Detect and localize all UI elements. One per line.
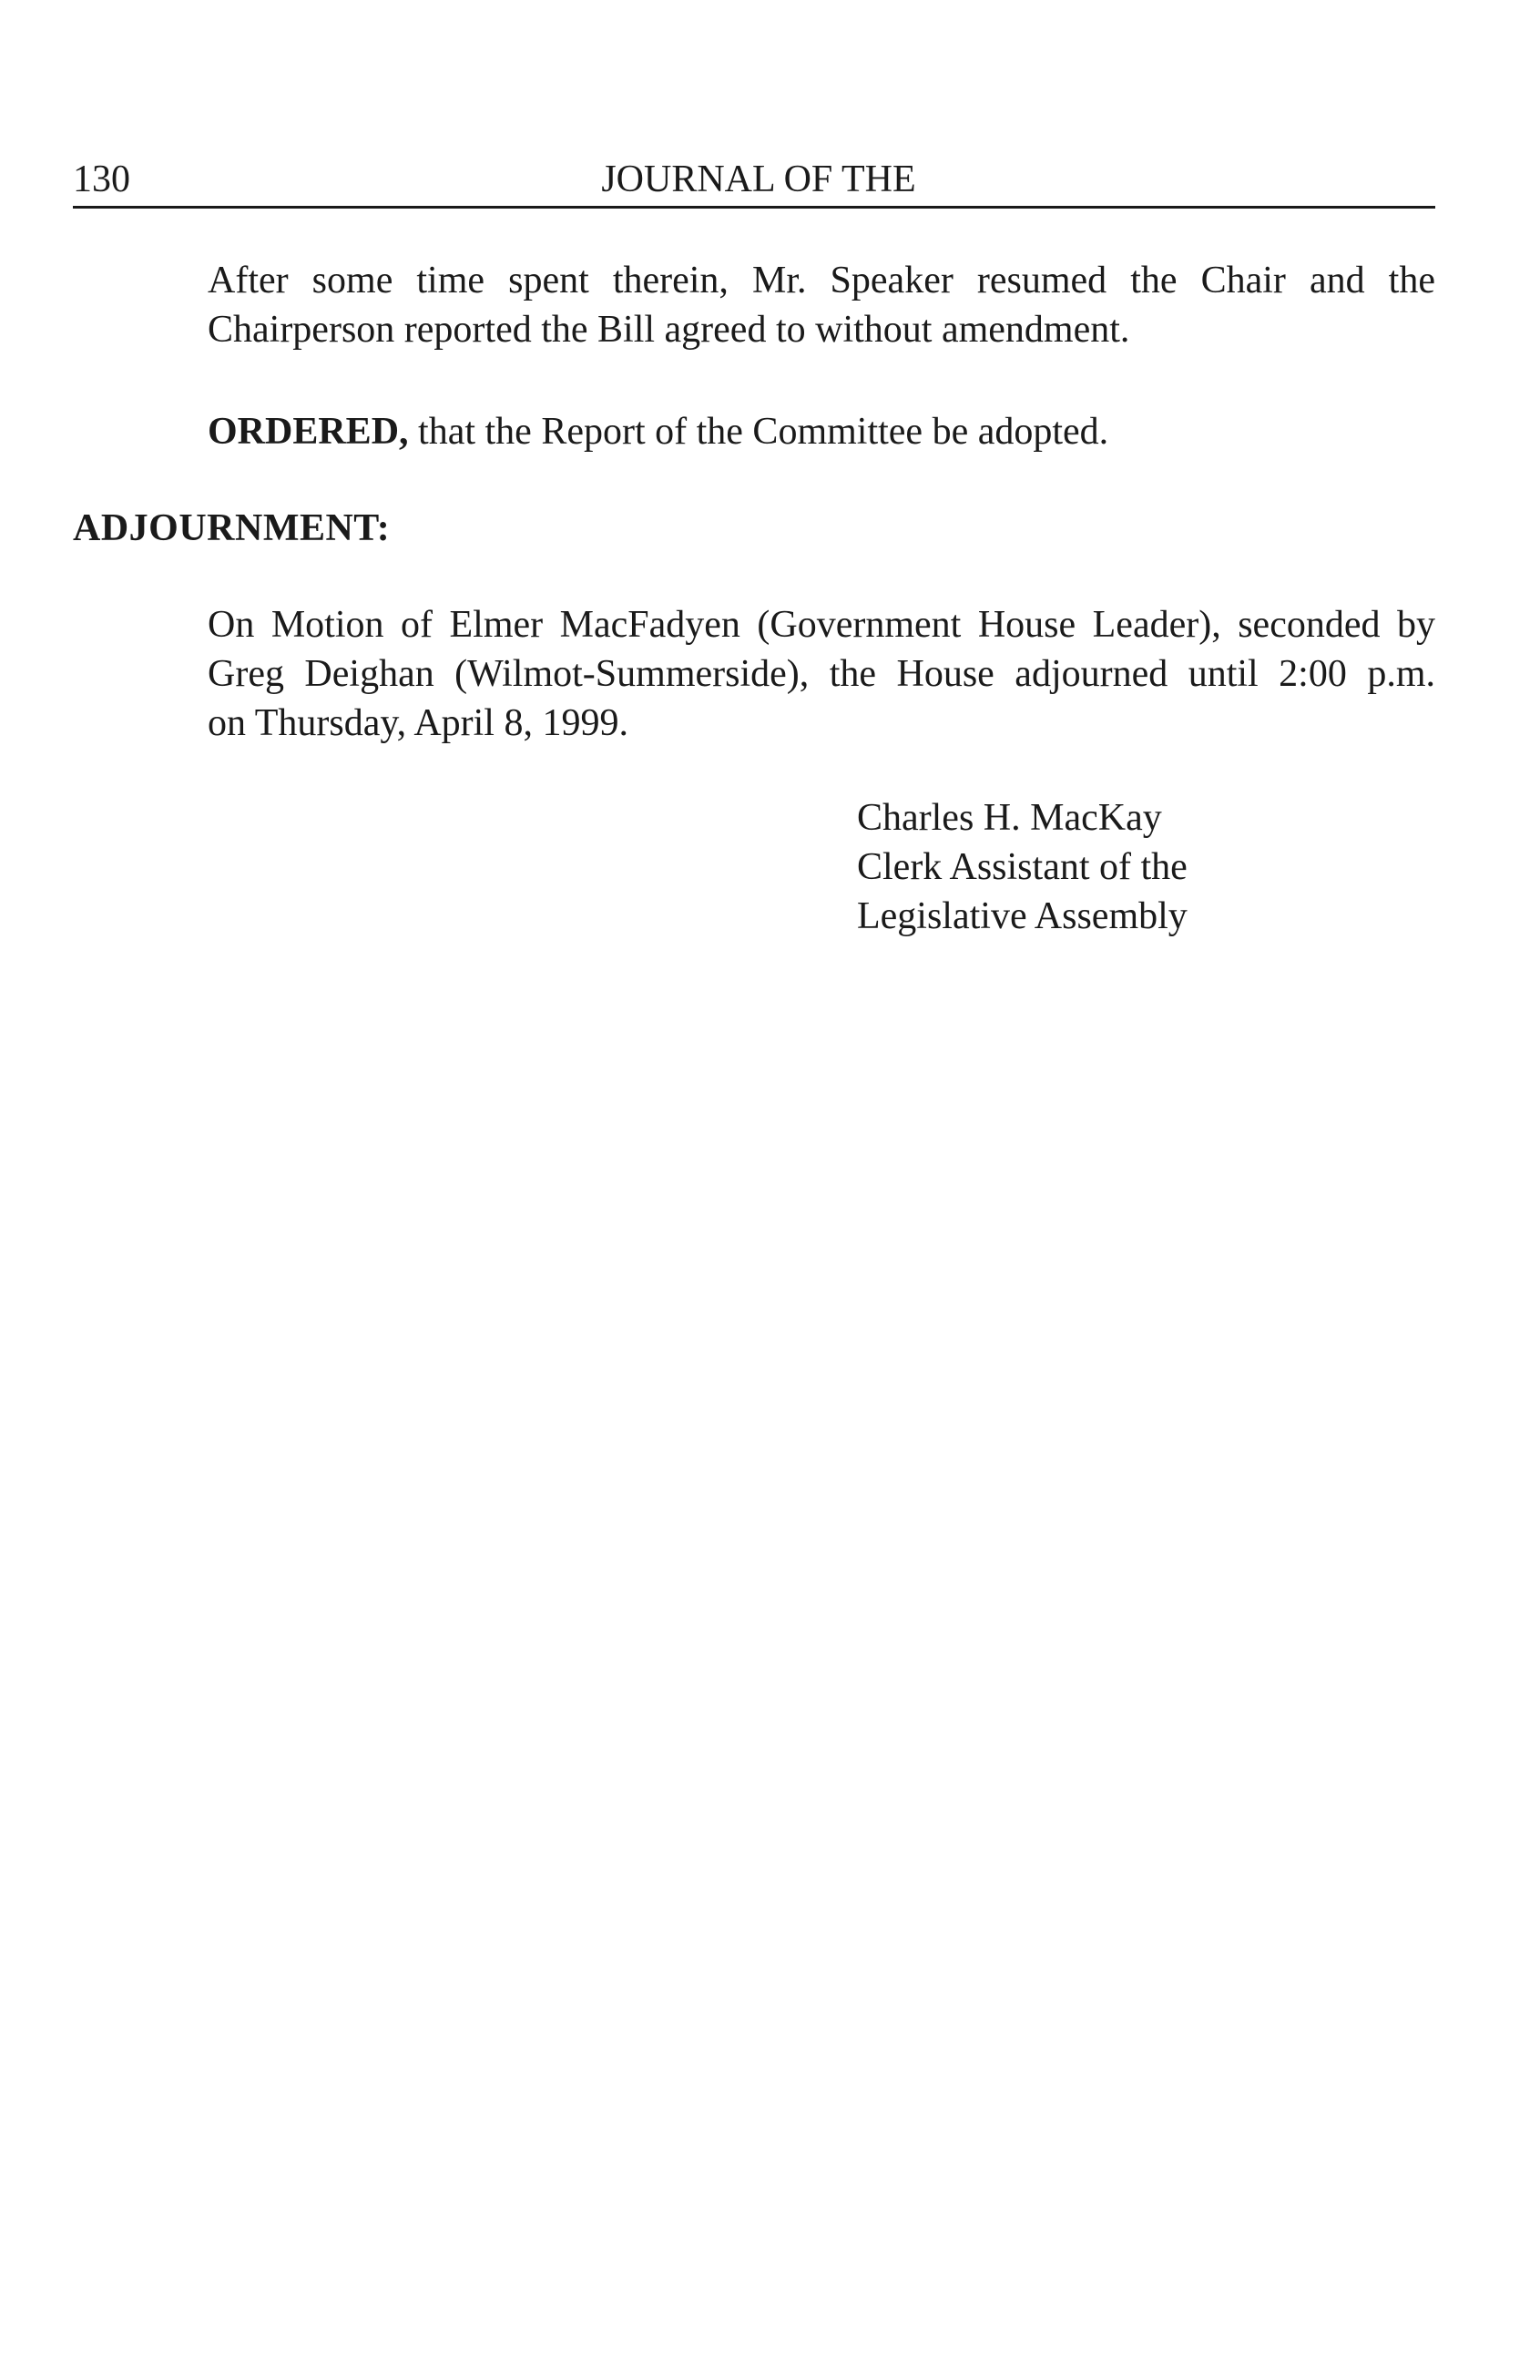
adjournment-heading: ADJOURNMENT: bbox=[73, 507, 391, 549]
adjournment-line: on Thursday, April 8, 1999. bbox=[208, 702, 628, 744]
order-text: that the Report of the Committee be adopted. bbox=[408, 411, 1109, 453]
signature-block bbox=[857, 793, 1188, 941]
adjournment-line: On Motion of Elmer MacFadyen (Government House Leader), seconded by bbox=[208, 604, 1435, 646]
adjournment-paragraph bbox=[208, 600, 1435, 748]
page-number: 130 bbox=[73, 158, 130, 200]
committee-report-line: After some time spent therein, Mr. Speaker resumed the Chair and the bbox=[208, 260, 1435, 301]
signatory-title: Legislative Assembly bbox=[857, 895, 1188, 937]
order-lead: ORDERED, bbox=[208, 411, 409, 453]
committee-report-paragraph bbox=[208, 256, 1435, 354]
order-paragraph bbox=[208, 407, 1435, 456]
committee-report-line: Chairperson reported the Bill agreed to without amendment. bbox=[208, 309, 1130, 351]
signatory-name: Charles H. MacKay bbox=[857, 797, 1162, 839]
page-header bbox=[73, 153, 1435, 209]
adjournment-line: Greg Deighan (Wilmot-Summerside), the House adjourned until 2:00 p.m. bbox=[208, 653, 1435, 695]
signatory-title: Clerk Assistant of the bbox=[857, 846, 1188, 888]
running-head: JOURNAL OF THE bbox=[601, 158, 916, 200]
